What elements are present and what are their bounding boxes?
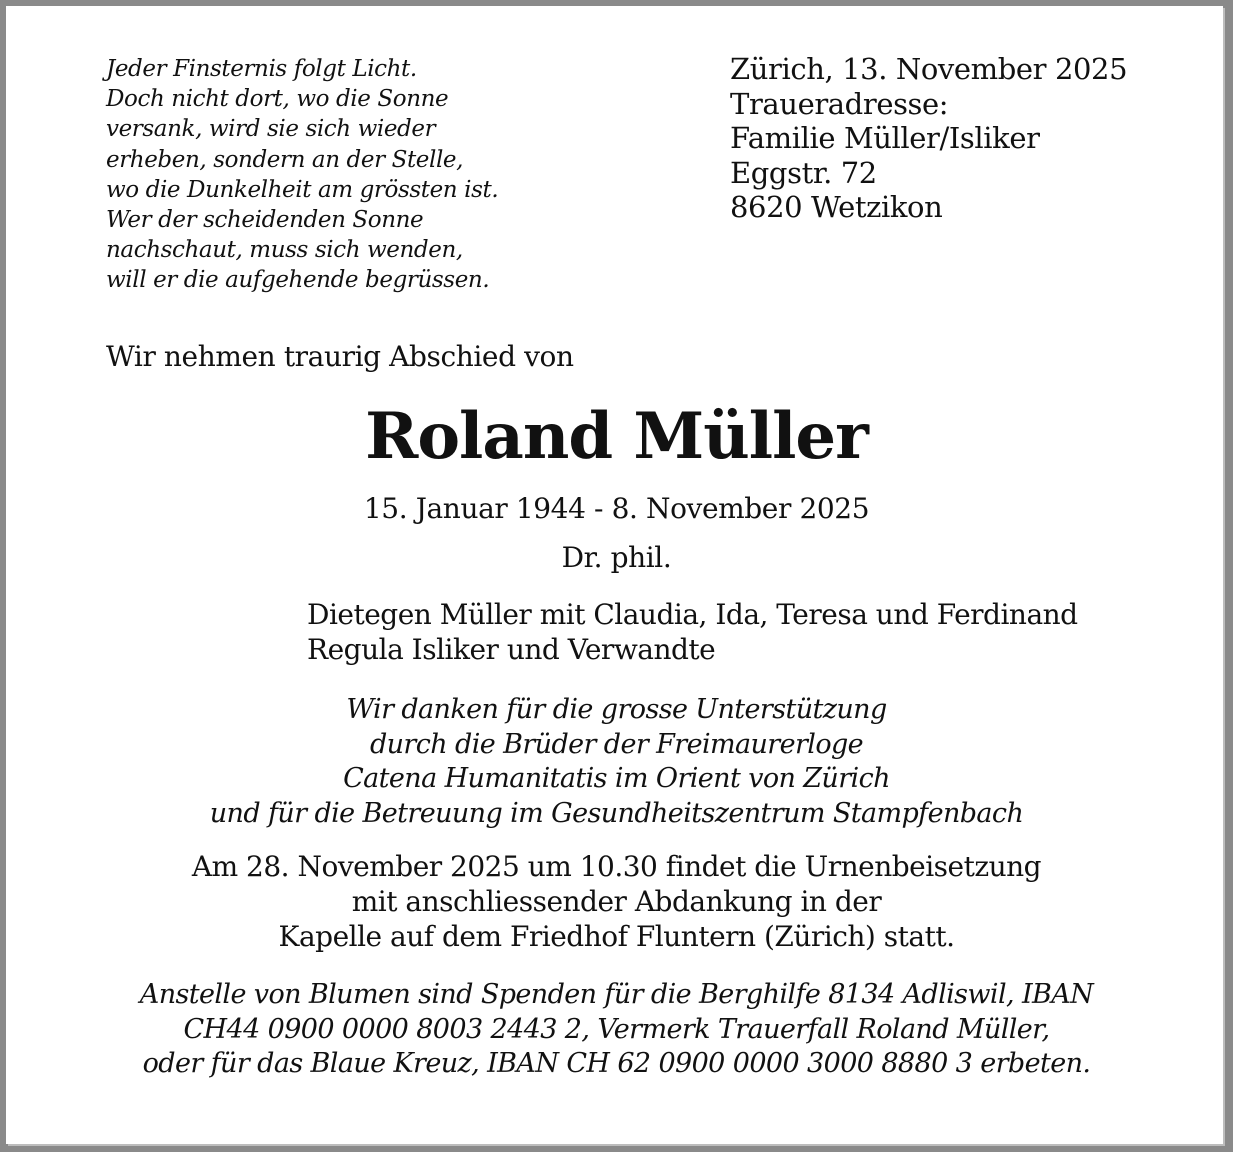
thanks-line: durch die Brüder der Freimaurerloge [369, 728, 864, 760]
poem-line: nachschaut, muss sich wenden, [106, 237, 463, 264]
academic-title: Dr. phil. [561, 541, 672, 574]
thanks-line: Catena Humanitatis im Orient von Zürich [343, 763, 890, 794]
address-street: Eggstr. 72 [730, 155, 877, 190]
mourners-line: Regula Isliker und Verwandte [307, 632, 716, 666]
poem-line: erheben, sondern an der Stelle, [106, 146, 464, 173]
life-dates: 15. Januar 1944 - 8. November 2025 [363, 492, 870, 525]
deceased-name: Roland Müller [365, 399, 868, 474]
thanks-line: Wir danken für die grosse Unterstützung [346, 694, 887, 725]
poem-block [106, 54, 586, 296]
mourning-address-block [730, 52, 1210, 225]
donation-line: oder für das Blaue Kreuz, IBAN CH 62 0900 0000 3000 8880 3 erbeten. [142, 1048, 1091, 1079]
poem-line: versank, wird sie sich wieder [106, 116, 436, 143]
ceremony-block [6, 849, 1227, 954]
poem-line: will er die aufgehende begrüssen. [106, 267, 490, 294]
obituary-page [6, 6, 1223, 1144]
poem-line: Wer der scheidenden Sonne [106, 207, 424, 234]
address-family: Familie Müller/Isliker [730, 121, 1040, 155]
donation-line: Anstelle von Blumen sind Spenden für die Berghilfe 8134 Adliswil, IBAN [139, 979, 1094, 1010]
thanks-line: und für die Betreuung im Gesundheitszentrum Stampfenbach [209, 797, 1024, 829]
address-label: Traueradresse: [730, 86, 949, 121]
ceremony-line: Kapelle auf dem Friedhof Fluntern (Zürich) statt. [278, 920, 955, 953]
farewell-intro: Wir nehmen traurig Abschied von [106, 340, 574, 373]
poem-line: Doch nicht dort, wo die Sonne [106, 86, 449, 113]
poem-line: wo die Dunkelheit am grössten ist. [106, 176, 499, 203]
poem-line: Jeder Finsternis folgt Licht. [106, 56, 417, 82]
mourners-line: Dietegen Müller mit Claudia, Ida, Teresa und Ferdinand [307, 598, 1078, 631]
mourners-block [307, 598, 1078, 667]
thanks-block [6, 693, 1227, 831]
donation-line: CH44 0900 0000 8003 2443 2, Vermerk Trauerfall Roland Müller, [183, 1013, 1050, 1045]
ceremony-line: Am 28. November 2025 um 10.30 findet die Urnenbeisetzung [191, 850, 1042, 883]
address-city: 8620 Wetzikon [730, 190, 943, 224]
place-date-line: Zürich, 13. November 2025 [730, 52, 1128, 86]
ceremony-line: mit anschliessender Abdankung in der [351, 885, 882, 918]
donation-block [6, 978, 1227, 1082]
